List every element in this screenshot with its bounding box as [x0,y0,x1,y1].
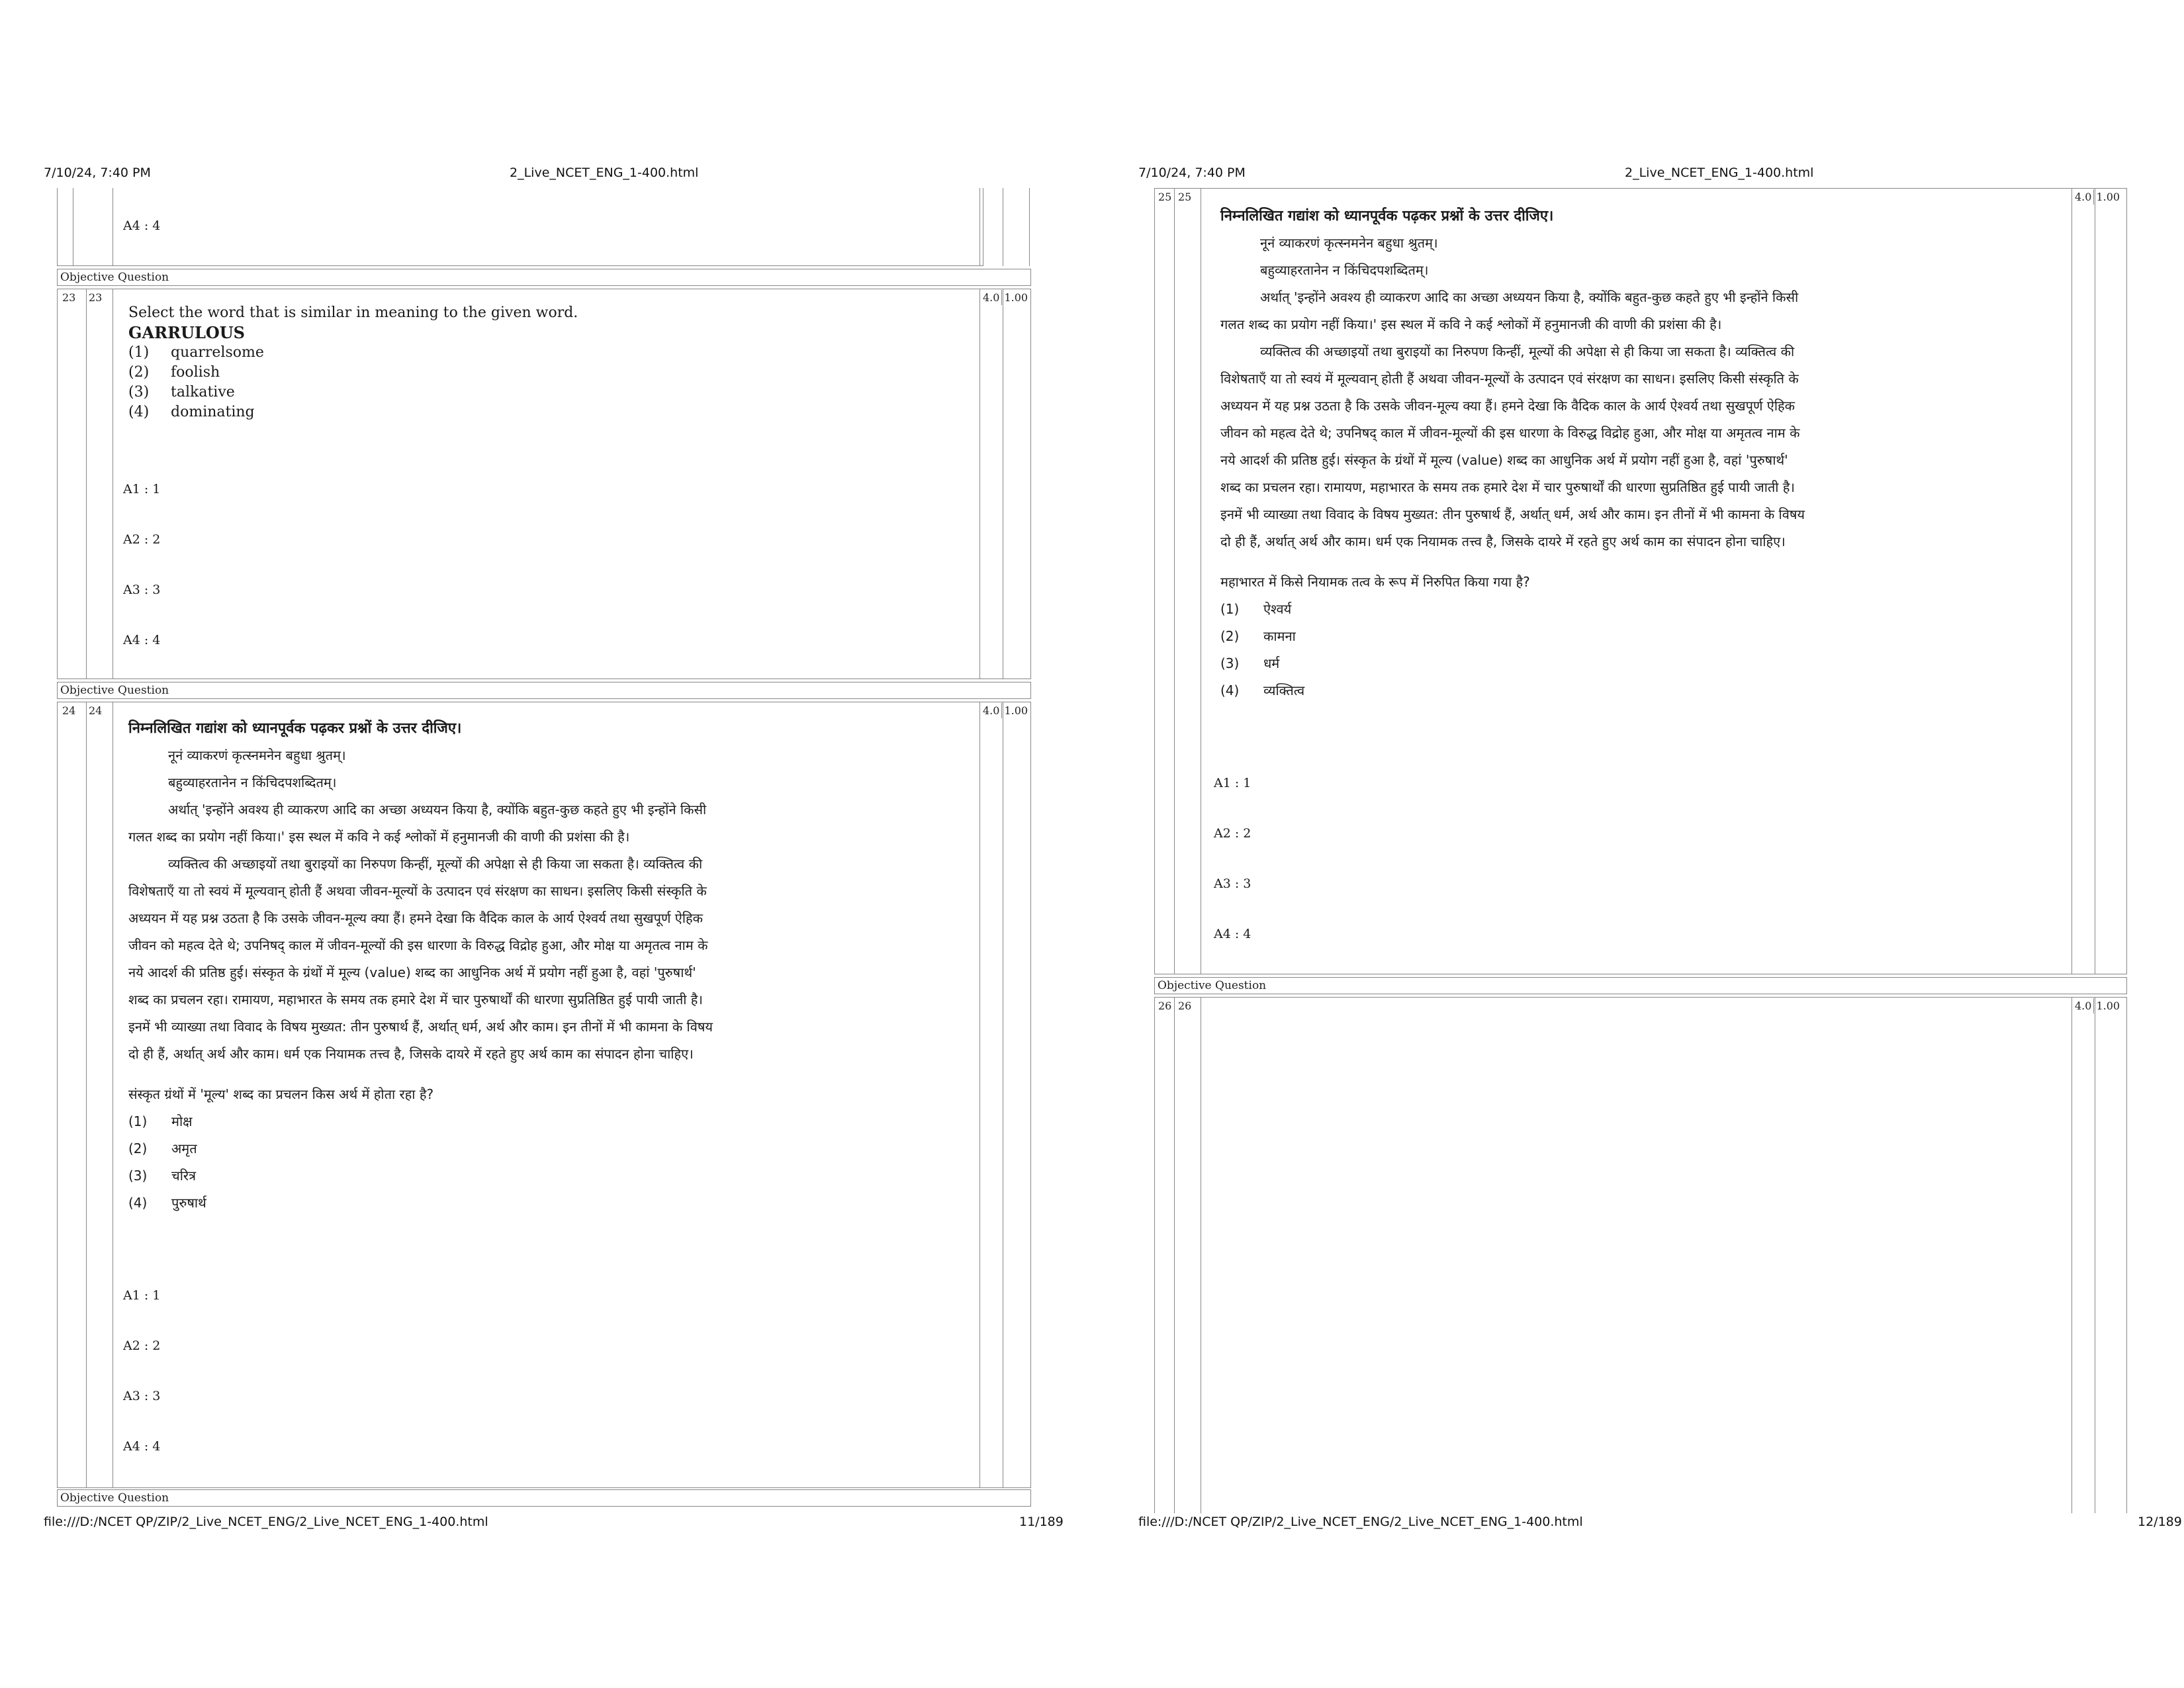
passage-line: नये आदर्श की प्रतिष्ठ हुई। संस्कृत के ग्रंथों में मूल्य (value) शब्द का आधुनिक अर्थ में प्रयोग नहीं हुआ है, वहां 'पुरुषार्थ' [1220,452,1788,468]
answer-a4: A4 : 4 [123,1439,161,1454]
option-2[interactable]: (2) foolish [128,364,220,381]
section-label: Objective Question [57,682,1031,699]
question-serial: 24 [62,704,76,717]
passage-line: इनमें भी व्याख्या तथा विवाद के विषय मुख्यत: तीन पुरुषार्थ हैं, अर्थात् धर्म, अर्थ और काम। इन तीनों में भी कामना के विषय [1220,506,1805,522]
question-23-text [128,303,578,422]
passage-line: विशेषताएँ या तो स्वयं में मूल्यवान् होती हैं अथवा जीवन-मूल्यों के उत्पादन एवं संरक्षण का साधन। इसलिए किसी संस्कृति के [128,883,707,899]
question-prompt: Select the word that is similar in meaning to the given word. [128,305,578,321]
section-label: Objective Question [57,1489,1031,1507]
passage-line: जीवन को महत्व देते थे; उपनिषद् काल में जीवन-मूल्यों की इस धारणा के विरुद्ध विद्रोह हुआ, और मोक्ष या अमृतत्व नाम के [1220,425,1800,441]
question-id: 25 [1178,191,1192,203]
verse-line-1: नूनं व्याकरणं कृत्स्नमनेन बहुधा श्रुतम्। [1260,235,1438,251]
header-date: 7/10/24, 7:40 PM [44,165,151,180]
answer-a2: A2 : 2 [1214,826,1251,841]
option-3[interactable]: (3) धर्म [1220,655,1280,671]
passage-line: व्यक्तित्व की अच्छाइयों तथा बुराइयों का निरुपण किन्हीं, मूल्यों की अपेक्षा से ही किया जा सकता है। व्यक्तित्व की [1260,344,1795,359]
passage-line: व्यक्तित्व की अच्छाइयों तथा बुराइयों का निरुपण किन्हीं, मूल्यों की अपेक्षा से ही किया जा सकता है। व्यक्तित्व की [168,856,703,872]
verse-line-1: नूनं व्याकरणं कृत्स्नमनेन बहुधा श्रुतम्। [168,747,346,763]
question-serial: 23 [62,291,76,304]
page-right [1092,0,2184,1688]
question-marks [2073,189,2122,205]
passage-line: शब्द का प्रचलन रहा। रामायण, महाभारत के समय तक हमारे देश में चार पुरुषार्थों की धारणा सुप्रतिष्ठित हुई पायी जाती है। [1220,479,1796,495]
passage-line: जीवन को महत्व देते थे; उपनिषद् काल में जीवन-मूल्यों की इस धारणा के विरुद्ध विद्रोह हुआ, और मोक्ष या अमृतत्व नाम के [128,937,708,953]
passage-instruction: निम्नलिखित गद्यांश को ध्यानपूर्वक पढ़कर प्रश्नों के उत्तर दीजिए। [128,720,462,737]
option-1[interactable]: (1) ऐश्वर्य [1220,601,1292,617]
footer-path: file:///D:/NCET QP/ZIP/2_Live_NCET_ENG/2_Live_NCET_ENG_1-400.html [1138,1515,1583,1529]
verse-line-2: बहुव्याहरतानेन न किंचिदपशब्दितम्। [168,774,337,790]
prev-answer-a4: A4 : 4 [123,218,161,233]
passage-instruction: निम्नलिखित गद्यांश को ध्यानपूर्वक पढ़कर प्रश्नों के उत्तर दीजिए। [1220,208,1554,224]
passage-para-1b: गलत शब्द का प्रयोग नहीं किया।' इस स्थल में कवि ने कई श्लोकों में हनुमानजी की वाणी की प्रशंसा की है। [1220,316,1722,332]
question-id: 26 [1178,1000,1192,1012]
option-1[interactable]: (1) मोक्ष [128,1113,193,1129]
answer-a2: A2 : 2 [123,1338,161,1353]
option-3[interactable]: (3) चरित्र [128,1168,197,1184]
question-serial: 26 [1158,1000,1172,1012]
answer-a1: A1 : 1 [123,482,161,496]
footer-page-number: 12/189 [2138,1515,2182,1529]
option-1[interactable]: (1) quarrelsome [128,344,264,361]
negative-marks: 1.00 [1001,703,1030,718]
prev-question-box [57,188,983,266]
passage-para-1a: अर्थात् 'इन्होंने अवश्य ही व्याकरण आदि का अच्छा अध्ययन किया है, क्योंकि बहुत-कुछ कहते हुए भी इन्होंने किसी [1260,289,1799,305]
passage-line: विशेषताएँ या तो स्वयं में मूल्यवान् होती हैं अथवा जीवन-मूल्यों के उत्पादन एवं संरक्षण का साधन। इसलिए किसी संस्कृति के [1220,371,1799,387]
passage-line: शब्द का प्रचलन रहा। रामायण, महाभारत के समय तक हमारे देश में चार पुरुषार्थों की धारणा सुप्रतिष्ठित हुई पायी जाती है। [128,992,704,1008]
negative-marks: 1.00 [2093,998,2122,1013]
negative-marks: 1.00 [1001,290,1030,305]
passage-line: दो ही हैं, अर्थात् अर्थ और काम। धर्म एक नियामक तत्त्व है, जिसके दायरे में रहते हुए अर्थ काम का संपादन होना चाहिए। [1220,534,1786,549]
header-title: 2_Live_NCET_ENG_1-400.html [510,165,699,180]
marks-value: 4.0 [2075,1000,2092,1012]
question-id: 24 [89,704,103,717]
question-id: 23 [89,291,103,304]
answer-a2: A2 : 2 [123,532,161,547]
passage-line: अध्ययन में यह प्रश्न उठता है कि उसके जीवन-मूल्य क्या हैं। हमने देखा कि वैदिक काल के आर्य ऐश्वर्य तथा सुखपूर्ण ऐहिक [1220,398,1796,414]
option-2[interactable]: (2) अमृत [128,1141,197,1156]
option-3[interactable]: (3) talkative [128,384,235,400]
passage-para-1a: अर्थात् 'इन्होंने अवश्य ही व्याकरण आदि का अच्छा अध्ययन किया है, क्योंकि बहुत-कुछ कहते हुए भी इन्होंने किसी [168,802,707,818]
option-4[interactable]: (4) व्यक्तित्व [1220,682,1305,698]
section-label: Objective Question [57,269,1031,286]
answer-a3: A3 : 3 [123,1389,161,1403]
question-word: GARRULOUS [128,323,245,342]
section-label: Objective Question [1154,977,2127,994]
answer-a4: A4 : 4 [1214,927,1251,941]
question-marks [2073,998,2122,1013]
answer-a4: A4 : 4 [123,633,161,647]
answer-a1: A1 : 1 [1214,776,1251,790]
question-stem: महाभारत में किसे नियामक तत्व के रूप में निरुपित किया गया है? [1220,574,1530,590]
passage-line: दो ही हैं, अर्थात् अर्थ और काम। धर्म एक नियामक तत्त्व है, जिसके दायरे में रहते हुए अर्थ काम का संपादन होना चाहिए। [128,1046,694,1062]
passage-line: अध्ययन में यह प्रश्न उठता है कि उसके जीवन-मूल्य क्या हैं। हमने देखा कि वैदिक काल के आर्य ऐश्वर्य तथा सुखपूर्ण ऐहिक [128,910,704,926]
option-4[interactable]: (4) dominating [128,404,255,420]
question-serial: 25 [1158,191,1172,203]
header-date: 7/10/24, 7:40 PM [1138,165,1246,180]
question-26-box [1154,997,2127,1513]
question-stem: संस्कृत ग्रंथों में 'मूल्य' शब्द का प्रचलन किस अर्थ में होता रहा है? [128,1086,434,1102]
option-4[interactable]: (4) पुरुषार्थ [128,1195,206,1211]
footer-page-number: 11/189 [1019,1515,1064,1529]
marks-value: 4.0 [2075,191,2092,203]
marks-value: 4.0 [983,291,1000,304]
question-24-passage [128,715,969,1217]
passage-line: नये आदर्श की प्रतिष्ठ हुई। संस्कृत के ग्रंथों में मूल्य (value) शब्द का आधुनिक अर्थ में प्रयोग नहीं हुआ है, वहां 'पुरुषार्थ' [128,964,696,980]
marks-value: 4.0 [983,704,1000,717]
question-25-passage [1220,203,2061,704]
option-2[interactable]: (2) कामना [1220,628,1296,644]
answer-a1: A1 : 1 [123,1288,161,1303]
question-marks [981,703,1030,718]
negative-marks: 1.00 [2093,189,2122,205]
header-title: 2_Live_NCET_ENG_1-400.html [1625,165,1814,180]
question-marks [981,290,1030,305]
verse-line-2: बहुव्याहरतानेन न किंचिदपशब्दितम्। [1260,262,1429,278]
answer-a3: A3 : 3 [123,583,161,597]
passage-line: इनमें भी व्याख्या तथा विवाद के विषय मुख्यत: तीन पुरुषार्थ हैं, अर्थात् धर्म, अर्थ और काम। इन तीनों में भी कामना के विषय [128,1019,713,1035]
footer-path: file:///D:/NCET QP/ZIP/2_Live_NCET_ENG/2_Live_NCET_ENG_1-400.html [44,1515,488,1529]
passage-para-1b: गलत शब्द का प्रयोग नहीं किया।' इस स्थल में कवि ने कई श्लोकों में हनुमानजी की वाणी की प्रशंसा की है। [128,829,630,845]
answer-a3: A3 : 3 [1214,876,1251,891]
